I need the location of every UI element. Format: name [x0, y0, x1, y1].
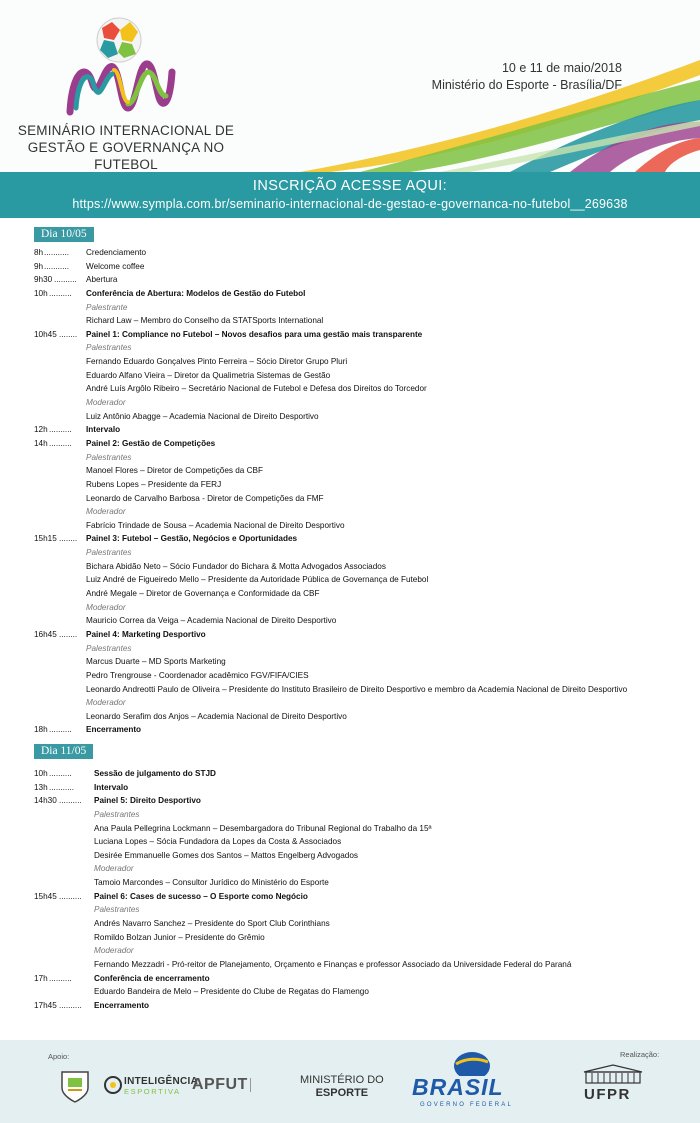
schedule-dots: ........	[59, 329, 78, 339]
seminar-title-line1: SEMINÁRIO INTERNACIONAL DE	[17, 123, 235, 138]
brasil-globe-icon	[452, 1048, 492, 1076]
schedule-time: 17h45	[34, 1000, 57, 1010]
schedule-role-label: Moderador	[86, 398, 126, 408]
day-1-schedule-row	[0, 710, 700, 724]
day-1-schedule-row	[0, 683, 700, 697]
day-1-schedule-row	[0, 396, 700, 410]
day-2-schedule-row	[0, 835, 700, 849]
schedule-time: 18h	[34, 725, 48, 735]
schedule-dots: ...........	[44, 248, 70, 257]
sponsor-governo-federal: GOVERNO FEDERAL	[420, 1102, 514, 1108]
schedule-time: 17h	[34, 973, 48, 983]
schedule-time: 15h15	[34, 534, 57, 544]
day-2-schedule-row	[0, 767, 700, 781]
schedule-item-text: Credenciamento	[86, 248, 147, 257]
schedule-dots: ..........	[59, 796, 82, 806]
schedule-time: 16h45	[34, 629, 57, 639]
day-2-schedule-row	[0, 822, 700, 836]
schedule-session-title: Sessão de julgamento do STJD	[94, 769, 216, 778]
schedule-session-title: Conferência de Abertura: Modelos de Gestão do Futebol	[86, 288, 306, 298]
schedule-role-label: Palestrantes	[86, 343, 132, 353]
schedule-role-label: Moderador	[94, 864, 134, 874]
schedule-item-text: Mauricio Correa da Veiga – Academia Nacional de Direito Desportivo	[86, 616, 337, 626]
day-1-schedule-row	[0, 451, 700, 465]
day-1-schedule-row	[0, 669, 700, 683]
schedule-item-text: André Luís Argôlo Ribeiro – Secretário Nacional de Futebol e Defesa dos Direitos do Torcedor	[86, 384, 427, 394]
day-1-schedule-row	[0, 410, 700, 424]
schedule-time: 14h	[34, 438, 48, 448]
schedule-item-text: Ana Paula Pellegrina Lockmann – Desembargadora do Tribunal Regional do Trabalho da 15ª	[94, 823, 432, 833]
apoio-label: Apoio:	[48, 1052, 70, 1061]
day-2-schedule-row	[0, 972, 700, 986]
day-1-schedule-row	[0, 492, 700, 506]
day-2-badge: Dia 11/05	[34, 744, 93, 759]
schedule-item-text: André Megale – Diretor de Governança e Conformidade da CBF	[86, 589, 320, 599]
schedule-time: 14h30	[34, 796, 57, 806]
schedule-session-title: Encerramento	[94, 1000, 150, 1010]
schedule-item-text: Fernando Eduardo Gonçalves Pinto Ferreira – Sócio Diretor Grupo Pluri	[86, 357, 348, 367]
day-1-schedule-row	[0, 478, 700, 492]
event-place: Ministério do Esporte - Brasília/DF	[431, 78, 622, 92]
registration-link[interactable]: https://www.sympla.com.br/seminario-internacional-de-gestao-e-governanca-no-futebol__269638	[72, 197, 628, 211]
day-1-schedule-row	[0, 246, 700, 260]
schedule-item-text: Manoel Flores – Diretor de Competições da CBF	[86, 466, 264, 476]
day-1-schedule-row	[0, 560, 700, 574]
day-1-schedule-row	[0, 628, 700, 642]
schedule-role-label: Moderador	[86, 507, 126, 517]
schedule-role-label: Palestrantes	[94, 905, 140, 915]
schedule-role-label: Moderador	[94, 946, 134, 956]
day-1-schedule-row	[0, 546, 700, 560]
footer	[0, 1040, 700, 1123]
schedule-role-label: Palestrantes	[86, 643, 132, 653]
day-1-schedule-row	[0, 260, 700, 274]
schedule-role-label: Palestrantes	[86, 548, 132, 558]
schedule-dots: ..........	[49, 438, 72, 448]
schedule-dots: ..........	[49, 973, 72, 983]
sponsor-ministerio	[300, 1074, 384, 1100]
schedule-role-label: Palestrante	[86, 302, 128, 312]
schedule-dots: ..........	[49, 769, 72, 778]
schedule-session-title: Conferência de encerramento	[94, 973, 210, 983]
seminar-title	[0, 122, 252, 172]
schedule-time: 10h	[34, 288, 48, 298]
schedule-dots: ..........	[54, 275, 77, 285]
seminar-logo	[62, 12, 182, 122]
decorative-swoosh	[240, 30, 700, 172]
sponsor-ministerio-line1: MINISTÉRIO DO	[300, 1074, 384, 1086]
day-2-schedule-row	[0, 876, 700, 890]
schedule-session-title: Intervalo	[94, 782, 129, 792]
day-1-badge: Dia 10/05	[34, 227, 94, 242]
schedule-session-title: Painel 1: Compliance no Futebol – Novos desafios para uma gestão mais transparente	[86, 329, 423, 339]
day-1-schedule-row	[0, 314, 700, 328]
apfut-divider	[250, 1078, 278, 1092]
day-1-schedule-row	[0, 287, 700, 301]
day-2-schedule-row	[0, 890, 700, 904]
inteligencia-logo-icon	[104, 1076, 122, 1094]
day-1-schedule-row	[0, 341, 700, 355]
registration-banner	[0, 172, 700, 218]
registration-title: INSCRIÇÃO ACESSE AQUI:	[252, 178, 448, 194]
schedule-time: 10h	[34, 769, 48, 778]
day-2-schedule-row	[0, 849, 700, 863]
schedule-item-text: Luiz Antônio Abagge – Academia Nacional de Direito Desportivo	[86, 411, 319, 421]
day-1-schedule-row	[0, 437, 700, 451]
day-2-schedule-row	[0, 794, 700, 808]
sponsor-brasil: BRASIL	[412, 1074, 504, 1100]
schedule-item-text: Fabrício Trindade de Sousa – Academia Nacional de Direito Desportivo	[86, 520, 345, 530]
day-2-schedule-row	[0, 903, 700, 917]
day-1-schedule-row	[0, 723, 700, 737]
sponsor-ministerio-line2: ESPORTE	[315, 1087, 369, 1099]
schedule-item-text: Leonardo Andreotti Paulo de Oliveira – Presidente do Instituto Brasileiro de Direito Desportivo e membro da Academia Nacional de Direito Desportivo	[86, 684, 628, 694]
day-1-schedule-row	[0, 355, 700, 369]
schedule-item-text: Luiz André de Figueiredo Mello – Presidente da Autoridade Pública de Governança de Futebol	[86, 575, 429, 585]
schedule-time: 12h	[34, 425, 48, 435]
day-1-schedule-row	[0, 573, 700, 587]
schedule-role-label: Palestrantes	[94, 809, 140, 819]
schedule-item-text: Desirée Emmanuelle Gomes dos Santos – Mattos Engelberg Advogados	[94, 850, 358, 860]
seminar-title-line2: GESTÃO E GOVERNANÇA NO FUTEBOL	[27, 140, 225, 172]
schedule-item-text: Marcus Duarte – MD Sports Marketing	[86, 657, 226, 667]
ufpr-building-icon	[582, 1064, 644, 1084]
schedule-role-label: Moderador	[86, 602, 126, 612]
day-1-schedule-row	[0, 587, 700, 601]
schedule-item-text: Pedro Trengrouse - Coordenador acadêmico FGV/FIFA/CIES	[86, 670, 309, 680]
sponsor-ufpr: UFPR	[584, 1086, 631, 1103]
day-1-schedule-row	[0, 519, 700, 533]
sponsor-inteligencia	[124, 1076, 198, 1096]
day-2-schedule-row	[0, 999, 700, 1013]
schedule-dots: ..........	[49, 425, 72, 435]
schedule-item-text: Welcome coffee	[86, 261, 145, 271]
day-1-schedule-row	[0, 273, 700, 287]
schedule-role-label: Palestrantes	[86, 452, 132, 462]
day-1-schedule-row	[0, 655, 700, 669]
schedule-item-text: Bichara Abidão Neto – Sócio Fundador do Bichara & Motta Advogados Associados	[86, 561, 386, 571]
shield-crest-icon	[58, 1068, 92, 1104]
sponsor-apfut: APFUT	[192, 1076, 248, 1093]
schedule-dots: ...........	[49, 782, 75, 792]
schedule-time: 10h45	[34, 329, 57, 339]
schedule-item-text: Luciana Lopes – Sócia Fundadora da Lopes da Costa & Associados	[94, 837, 342, 847]
schedule-dots: ..........	[59, 891, 82, 901]
day-2-schedule-row	[0, 917, 700, 931]
schedule-session-title: Painel 4: Marketing Desportivo	[86, 629, 206, 639]
schedule-item-text: Tamoio Marcondes – Consultor Jurídico do Ministério do Esporte	[94, 878, 329, 888]
schedule-dots: ........	[59, 534, 78, 544]
day-1-schedule	[0, 246, 700, 737]
schedule-item-text: Eduardo Bandeira de Melo – Presidente do Clube de Regatas do Flamengo	[94, 987, 369, 997]
schedule-time: 9h	[34, 261, 44, 271]
sponsor-inteligencia-line1: INTELIGÊNCIA	[124, 1076, 199, 1087]
day-1-schedule-row	[0, 369, 700, 383]
schedule-item-text: Rubens Lopes – Presidente da FERJ	[86, 479, 222, 489]
day-2-schedule	[0, 767, 700, 1013]
schedule-session-title: Encerramento	[86, 725, 142, 735]
schedule-session-title: Painel 6: Cases de sucesso – O Esporte como Negócio	[94, 891, 308, 901]
sponsor-inteligencia-line2: ESPORTIVA	[124, 1087, 181, 1096]
event-date: 10 e 11 de maio/2018	[501, 61, 622, 75]
day-2-schedule-row	[0, 958, 700, 972]
day-1-schedule-row	[0, 532, 700, 546]
schedule-item-text: Fernando Mezzadri - Pró-reitor de Planejamento, Orçamento e Finanças e professor Associado da Universidade Federal do Paraná	[94, 959, 572, 969]
schedule-dots: ........	[59, 629, 78, 639]
schedule-item-text: Romildo Bolzan Junior – Presidente do Grêmio	[94, 932, 265, 942]
realizacao-label: Realização:	[620, 1050, 660, 1059]
schedule-role-label: Moderador	[86, 698, 126, 708]
schedule-item-text: Abertura	[86, 275, 118, 285]
schedule-dots: ...........	[44, 261, 70, 271]
header	[0, 0, 700, 172]
day-2-schedule-row	[0, 931, 700, 945]
day-2-schedule-row	[0, 985, 700, 999]
day-1-schedule-row	[0, 601, 700, 615]
schedule-time: 13h	[34, 782, 48, 792]
day-1-schedule-row	[0, 464, 700, 478]
schedule-dots: ..........	[49, 725, 72, 735]
schedule-dots: ..........	[49, 288, 72, 298]
day-1-schedule-row	[0, 328, 700, 342]
schedule-item-text: Andrés Navarro Sanchez – Presidente do Sport Club Corinthians	[94, 919, 330, 929]
schedule-item-text: Leonardo Serafim dos Anjos – Academia Nacional de Direito Desportivo	[86, 711, 347, 721]
day-1-schedule-row	[0, 642, 700, 656]
schedule-item-text: Leonardo de Carvalho Barbosa - Diretor de Competições da FMF	[86, 493, 324, 503]
schedule-time: 9h30	[34, 275, 53, 285]
day-2-schedule-row	[0, 944, 700, 958]
schedule-session-title: Intervalo	[86, 425, 121, 435]
day-1-schedule-row	[0, 696, 700, 710]
day-1-schedule-row	[0, 301, 700, 315]
schedule-item-text: Richard Law – Membro do Conselho da STATSports International	[86, 316, 324, 326]
event-info	[432, 60, 622, 94]
schedule-dots: ..........	[59, 1000, 82, 1010]
day-1-schedule-row	[0, 614, 700, 628]
day-1-schedule-row	[0, 382, 700, 396]
schedule-item-text: Eduardo Alfano Vieira – Diretor da Qualimetria Sistemas de Gestão	[86, 370, 331, 380]
schedule-time: 15h45	[34, 891, 57, 901]
day-2-schedule-row	[0, 808, 700, 822]
schedule-time: 8h	[34, 248, 44, 257]
day-2-schedule-row	[0, 862, 700, 876]
schedule-session-title: Painel 3: Futebol – Gestão, Negócios e Oportunidades	[86, 534, 298, 544]
schedule-session-title: Painel 5: Direito Desportivo	[94, 796, 201, 806]
day-1-schedule-row	[0, 423, 700, 437]
schedule-session-title: Painel 2: Gestão de Competições	[86, 438, 216, 448]
day-2-schedule-row	[0, 781, 700, 795]
day-1-schedule-row	[0, 505, 700, 519]
